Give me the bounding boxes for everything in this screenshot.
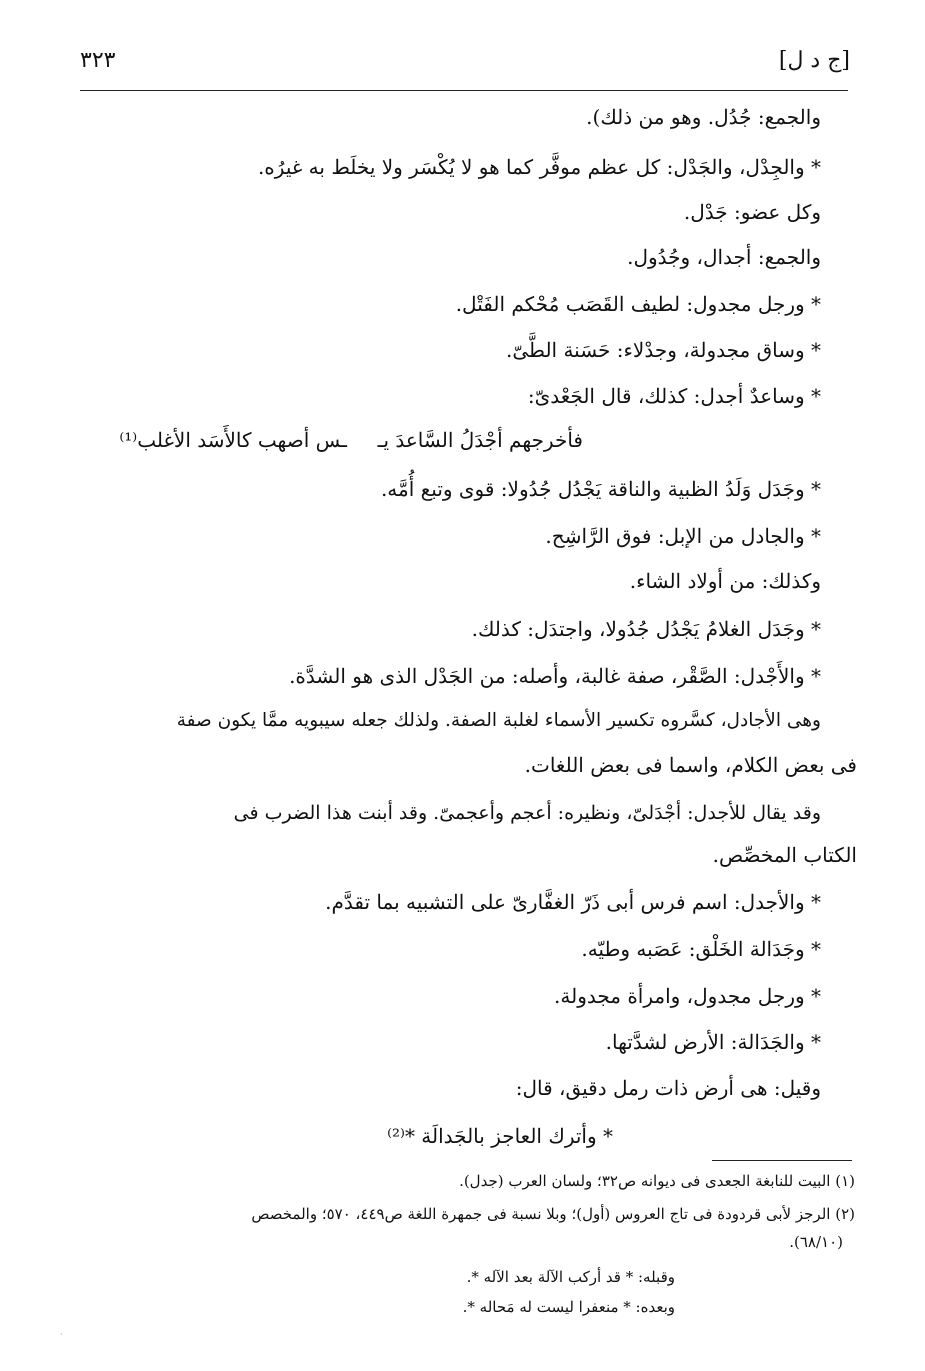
scan-mark: · — [60, 1330, 63, 1339]
body-line: * ورجل مجدول: لطيف القَصَب مُحْكم الفَتْل. — [455, 292, 821, 316]
body-line: * وجَدَالة الخَلْق: عَصَبه وطيّه. — [581, 937, 821, 961]
body-line: والجمع: جُدُل. وهو من ذلك). — [586, 105, 821, 129]
header-rule — [80, 90, 848, 91]
footnote-line: (٢) الرجز لأبى قردودة فى تاج العروس (أول)؛ وبلا نسبة فى جمهرة اللغة ص٤٤٩، ٥٧٠؛ والمخصص — [251, 1205, 855, 1223]
body-line: وقيل: هى أرض ذات رمل دقيق، قال: — [515, 1076, 821, 1100]
body-line: * والجادل من الإبل: فوق الرَّاشِح. — [545, 524, 821, 548]
body-line: * ورجل مجدول، وامرأة مجدولة. — [554, 984, 821, 1008]
footnote-line: (١) البيت للنابغة الجعدى فى ديوانه ص٣٢؛ ولسان العرب (جدل). — [459, 1172, 855, 1190]
section-root-mark: [ج د ل] — [778, 48, 850, 73]
page-number: ٣٢٣ — [80, 48, 116, 73]
page-header — [80, 44, 850, 80]
footnote-line: وبعده: * منعفرا ليست له مَحاله *. — [462, 1298, 675, 1316]
body-line: * والأجدل: اسم فرس أبى ذَرّ الغفَّارىّ على التشبيه بما تقدَّم. — [325, 890, 821, 914]
footnote-line: وقبله: * قد أركب الآلة بعد الآله *. — [466, 1268, 675, 1286]
body-line: وهى الأجادل، كسَّروه تكسير الأسماء لغلبة الصفة. ولذلك جعله سيبويه ممَّا يكون صفة — [176, 710, 821, 731]
body-line: * والجَدَالة: الأرض لشدَّتها. — [605, 1030, 821, 1054]
body-line: وقد يقال للأجدل: أجْدَلىّ، ونظيره: أعجم وأعجمىّ. وقد أبنت هذا الضرب فى — [233, 802, 821, 824]
body-line: * والأَجْدل: الصَّقْر، صفة غالبة، وأصله: من الجَدْل الذى هو الشدَّة. — [289, 664, 821, 688]
body-line: * وجَدَل وَلَدُ الظبية والناقة يَجْدُل جُدُولا: قوى وتبع أُمَّه. — [380, 477, 821, 501]
body-line: فى بعض الكلام، واسما فى بعض اللغات. — [524, 753, 857, 777]
body-line: * وجَدَل الغلامُ يَجْدُل جُدُولا، واجتدَل: كذلك. — [471, 617, 821, 641]
body-line: * وساق مجدولة، وجدْلاء: حَسَنة الطَّىّ. — [506, 338, 821, 362]
body-line: والجمع: أجدال، وجُدُول. — [627, 245, 821, 269]
body-line: وكذلك: من أولاد الشاء. — [629, 569, 821, 593]
body-line: وكل عضو: جَدْل. — [683, 200, 821, 224]
footnote-line: (٦٨/١٠). — [789, 1233, 843, 1251]
verse-first-hemistich: فأخرجهم أجْدَلُ السَّاعدَ يـ — [377, 428, 583, 452]
verse-second-hemistich: ـس أصهب كالأَسَد الأغلب⁽¹⁾ — [119, 428, 347, 452]
body-line: * وساعدٌ أجدل: كذلك، قال الجَعْدىّ: — [527, 384, 821, 408]
footnote-rule — [712, 1160, 852, 1161]
body-line: * والجِدْل، والجَدْل: كل عظم موفَّر كما هو لا يُكْسَر ولا يخلَط به غيرُه. — [257, 155, 821, 179]
body-line: الكتاب المخصِّص. — [712, 843, 857, 867]
verse-quote: * وأترك العاجز بالجَدالَة *⁽²⁾ — [387, 1124, 613, 1148]
